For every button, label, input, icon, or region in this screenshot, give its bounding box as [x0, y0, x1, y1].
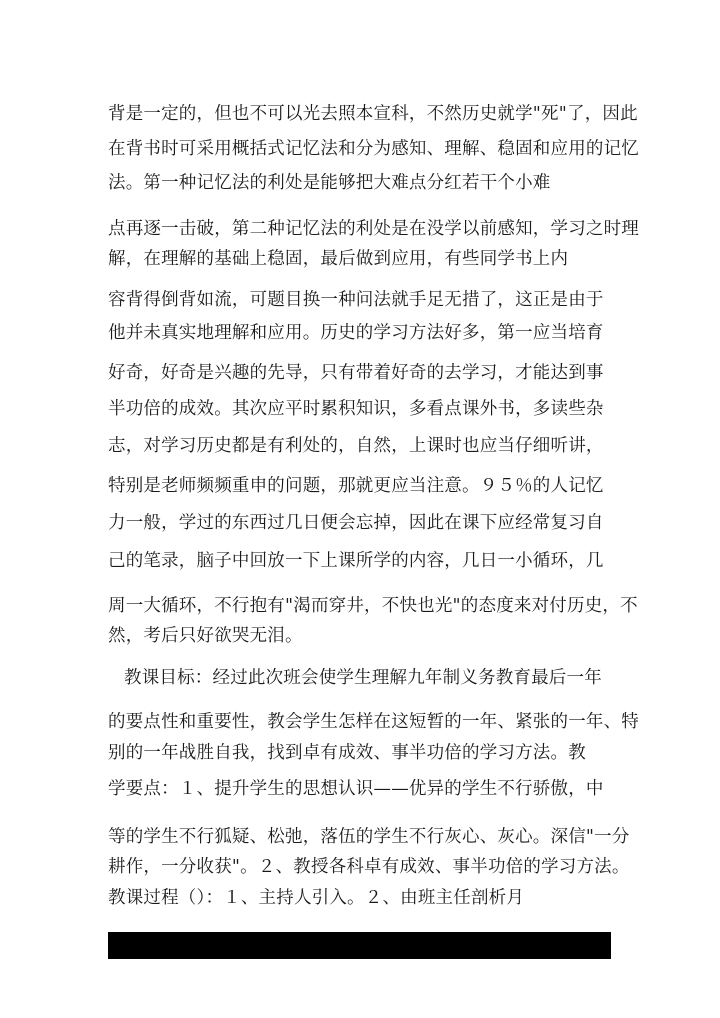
- text-line: 他并未真实地理解和应用。历史的学习方法好多，第一应当培育: [108, 323, 604, 343]
- text-line: 解，在理解的基础上稳固，最后做到应用，有些同学书上内: [108, 249, 569, 269]
- text-line: 耕作，一分收获"。２、教授各科卓有成效、事半功倍的学习方法。: [108, 857, 630, 877]
- text-line: 容背得倒背如流，可题目换一种问法就手足无措了，这正是由于: [108, 290, 604, 310]
- text-line: 教课目标：经过此次班会使学生理解九年制义务教育最后一年: [124, 668, 602, 688]
- text-line: 的要点性和重要性，教会学生怎样在这短暂的一年、紧张的一年、特: [108, 712, 639, 732]
- redaction-bar: [108, 932, 611, 959]
- text-line: 在背书时可采用概括式记忆法和分为感知、理解、稳固和应用的记忆: [108, 139, 639, 159]
- text-line: 点再逐一击破，第二种记忆法的利处是在没学以前感知，学习之时理: [108, 219, 639, 239]
- text-line: 别的一年战胜自我，找到卓有成效、事半功倍的学习方法。教: [108, 743, 586, 763]
- text-line: 周一大循环，不行抱有"渴而穿井，不快也光"的态度来对付历史，不: [108, 596, 638, 616]
- text-line: 己的笔录，脑子中回放一下上课所学的内容，几日一小循环，几: [108, 551, 604, 571]
- text-line: 志，对学习历史都是有利处的，自然，上课时也应当仔细听讲，: [108, 436, 604, 456]
- text-line: 半功倍的成效。其次应平时累积知识，多看点课外书，多读些杂: [108, 399, 604, 419]
- text-line: 等的学生不行狐疑、松弛，落伍的学生不行灰心、灰心。深信"一分: [108, 827, 630, 847]
- text-line: 然，考后只好欲哭无泪。: [108, 626, 303, 646]
- text-line: 好奇，好奇是兴趣的先导，只有带着好奇的去学习，才能达到事: [108, 363, 604, 383]
- text-line: 力一般，学过的东西过几日便会忘掉，因此在课下应经常复习自: [108, 513, 604, 533]
- text-line: 法。第一种记忆法的利处是能够把大难点分红若干个小难: [108, 173, 551, 193]
- text-line: 特别是老师频频重申的问题，那就更应当注意。９５％的人记忆: [108, 476, 604, 496]
- text-line: 学要点：１、提升学生的思想认识——优异的学生不行骄傲，中: [108, 779, 604, 799]
- text-line: 教课过程（）：１、主持人引入。２、由班主任剖析月: [108, 888, 525, 908]
- text-line: 背是一定的，但也不可以光去照本宣科，不然历史就学"死"了，因此: [108, 104, 638, 124]
